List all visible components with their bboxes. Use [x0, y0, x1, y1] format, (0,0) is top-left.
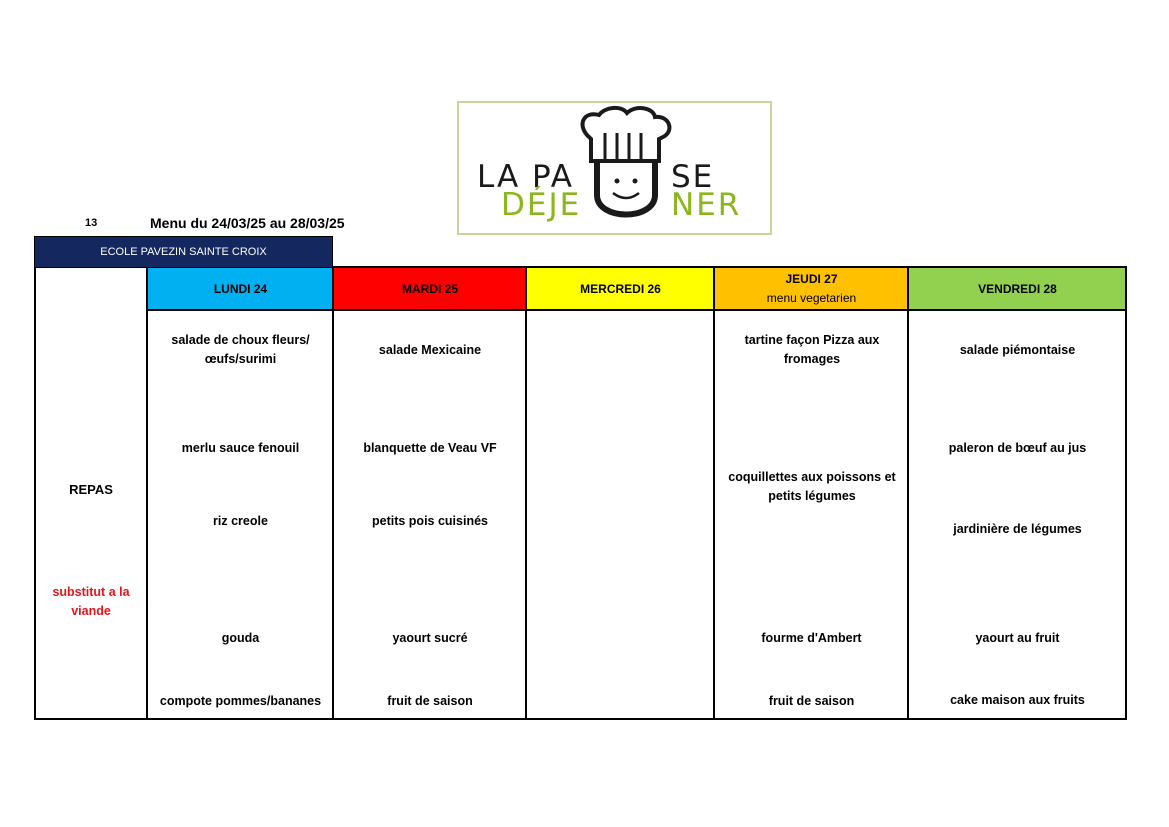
jeudi-entree: tartine façon Pizza aux fromages	[744, 333, 880, 366]
vendredi-accompagnement: jardinière de légumes	[953, 521, 1082, 536]
lundi-plat: merlu sauce fenouil	[181, 440, 300, 455]
header-mardi-label: MARDI 25	[401, 281, 458, 296]
logo-text-la-pa: LA PA	[477, 159, 574, 195]
substitut-label: substitut a la viande	[52, 585, 130, 618]
header-mercredi	[527, 268, 714, 310]
lundi-fromage: gouda	[221, 630, 260, 645]
grid-line	[147, 309, 1127, 311]
vendredi-dessert: cake maison aux fruits	[950, 692, 1085, 707]
mardi-dessert: fruit de saison	[387, 693, 473, 708]
grid-line	[333, 266, 1127, 268]
header-jeudi	[715, 268, 908, 310]
grid-line	[34, 718, 1127, 720]
grid-line	[525, 266, 527, 720]
jeudi-dessert: fruit de saison	[768, 693, 855, 708]
vendredi-fromage: yaourt au fruit	[975, 630, 1060, 645]
mardi-entree: salade Mexicaine	[378, 342, 482, 357]
lundi-dessert: compote pommes/bananes	[159, 693, 322, 708]
header-vendredi	[909, 268, 1126, 310]
school-name: ECOLE PAVEZIN SAINTE CROIX	[100, 246, 267, 258]
menu-title: Menu du 24/03/25 au 28/03/25	[150, 215, 345, 231]
logo-text-se: SE	[671, 159, 715, 195]
mardi-fromage: yaourt sucré	[392, 630, 468, 645]
mardi-plat: blanquette de Veau VF	[363, 440, 497, 455]
jeudi-fromage: fourme d'Ambert	[761, 630, 862, 645]
header-mardi	[334, 268, 526, 310]
grid-line	[1125, 266, 1127, 720]
logo-text-ner: NER	[671, 187, 742, 223]
grid-line	[332, 266, 334, 720]
grid-line	[907, 266, 909, 720]
header-lundi	[148, 268, 333, 310]
lundi-accompagnement: riz creole	[213, 513, 268, 528]
week-number: 13	[85, 217, 98, 229]
vendredi-entree: salade piémontaise	[959, 342, 1076, 357]
school-banner	[34, 236, 333, 268]
repas-label: REPAS	[69, 482, 113, 497]
header-jeudi-sub: menu vegetarien	[766, 291, 857, 305]
vendredi-plat: paleron de bœuf au jus	[948, 440, 1087, 455]
header-mercredi-label: MERCREDI 26	[580, 281, 661, 296]
logo	[457, 101, 772, 235]
jeudi-plat: coquillettes aux poissons et petits légumes	[728, 470, 896, 503]
lundi-entree: salade de choux fleurs/œufs/surimi	[171, 333, 310, 366]
logo-text-deje: DÉJE	[501, 187, 582, 223]
header-lundi-label: LUNDI 24	[213, 281, 268, 296]
grid-line	[713, 266, 715, 720]
header-jeudi-label: JEUDI 27	[785, 272, 838, 286]
mardi-accompagnement: petits pois cuisinés	[371, 513, 488, 528]
header-vendredi-label: VENDREDI 28	[978, 281, 1057, 296]
grid-line	[146, 268, 148, 720]
